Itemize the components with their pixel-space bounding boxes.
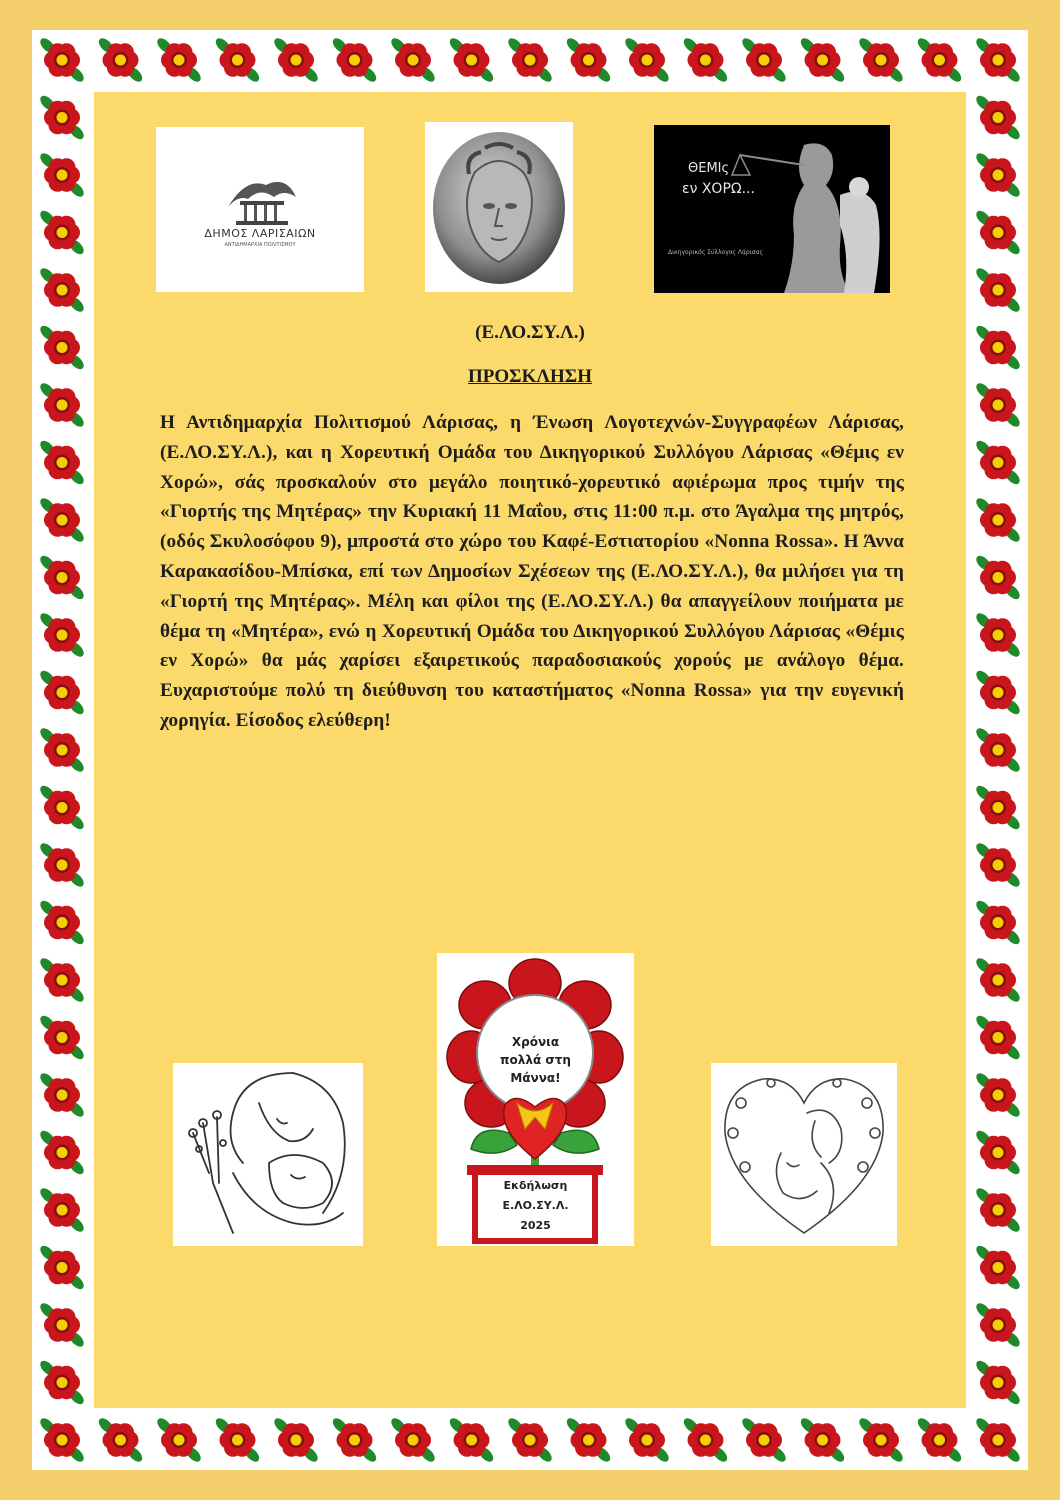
pot-line3: 2025 <box>520 1219 551 1232</box>
badge-line2: πολλά στη <box>500 1053 571 1067</box>
page-title: ΠΡΟΣΚΛΗΣΗ <box>468 366 592 387</box>
heart-wreath-illustration <box>711 1063 897 1246</box>
pot-line2: Ε.ΛΟ.ΣΥ.Λ. <box>502 1199 569 1212</box>
organization-abbreviation: (Ε.ΛΟ.ΣΥ.Λ.) <box>475 322 585 343</box>
invitation-body-text: Η Αντιδημαρχία Πολιτισμού Λάρισας, η Ένωση Λογοτεχνών-Συγγραφέων Λάρισας, (Ε.ΛΟ.ΣΥ.Λ.), και η Χορευτική Ομάδα του Δικηγορικού Συλλόγου Λάρισας «Θέμις εν Χορώ», σάς προσκαλούν στο μεγάλο ποιητικό-χορευτικό αφιέρωμα προς τιμήν της «Γιορτής της Μητέρας» την Κυριακή 11 Μαΐου, στις 11:00 π.μ. στο Άγαλμα της μητρός, (οδός Σκυλοσόφου 9), μπροστά στο χώρο του Καφέ-Εστιατορίου «Nonna Rossa». Η Άννα Καρακασίδου-Μπίσκα, επί των Δημοσίων Σχέσεων της (Ε.ΛΟ.ΣΥ.Λ.), θα μιλήσει για τη «Γιορτή της Μητέρας». Μέλη και φίλοι της (Ε.ΛΟ.ΣΥ.Λ.) θα απαγγείλουν ποιήματα με θέμα τη «Μητέρα», ενώ η Χορευτική Ομάδα του Δικηγορικού Συλλόγου Λάρισας «Θέμις εν Χορώ» θα μάς χαρίσει εξαιρετικούς παραδοσιακούς χορούς με ανάλογο θέμα. Ευχαριστούμε πολύ τη διεύθυνση του καταστήματος «Nonna Rossa» για την ευγενική χορηγία. Είσοδος ελεύθερη! <box>160 412 904 731</box>
heart-wreath-mother-child-icon <box>711 1063 897 1246</box>
pot-line1: Εκδήλωση <box>503 1179 568 1192</box>
dimos-larissa-logo <box>156 127 364 292</box>
dimos-subtitle: ΑΝΤΙΔΗΜΑΡΧΙΑ ΠΟΛΙΤΙΣΜΟΥ <box>224 242 296 248</box>
badge-line1: Χρόνια <box>511 1035 560 1049</box>
flower-badge-illustration <box>437 953 634 1246</box>
themis-caption: Δικηγορικός Σύλλογος Λάρισας <box>668 249 764 256</box>
ancient-coin-image <box>425 122 573 292</box>
dimos-title: ΔΗΜΟΣ ΛΑΡΙΣΑΙΩΝ <box>204 227 316 240</box>
mother-child-illustration <box>173 1063 363 1246</box>
ancient-temple-icon <box>156 127 364 292</box>
mother-child-sketch-icon <box>173 1063 363 1246</box>
ancient-coin-icon <box>425 122 573 292</box>
badge-line3: Μάννα! <box>510 1071 561 1085</box>
themis-en-horo-logo <box>654 125 890 293</box>
themis-statue-icon <box>654 125 890 293</box>
themis-line1: ΘΕΜΙς <box>688 161 730 176</box>
themis-line2: εν ΧΟΡΩ... <box>682 181 755 197</box>
